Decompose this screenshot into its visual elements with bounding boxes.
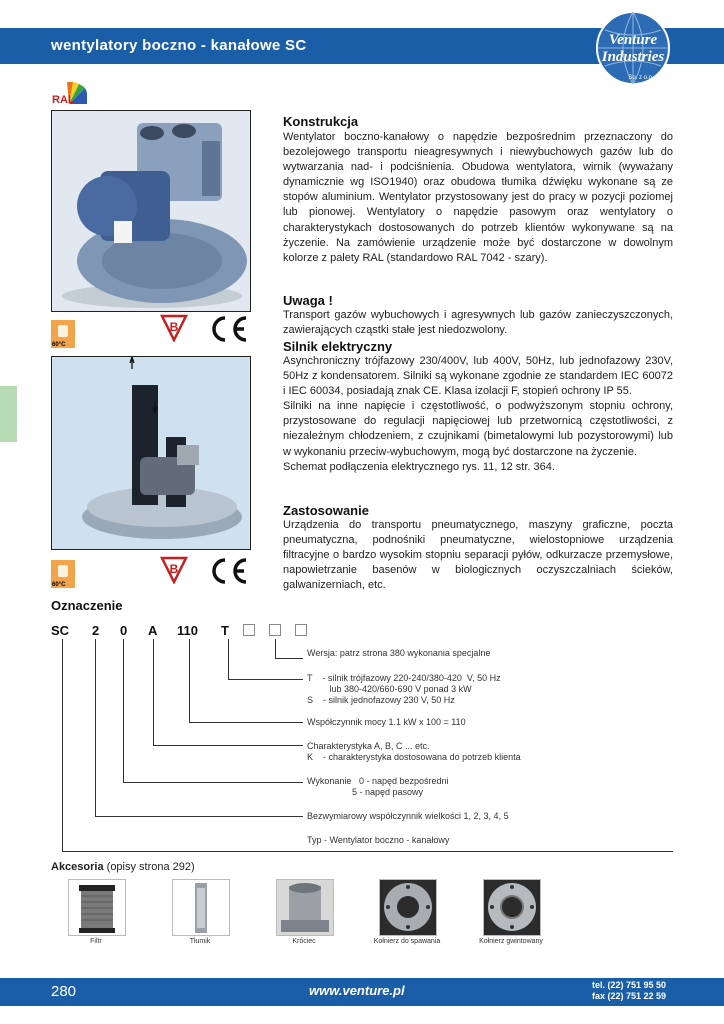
section-body-silnik — [283, 354, 673, 475]
designation-title: Oznaczenie — [51, 598, 123, 613]
code-part-motor: T — [221, 623, 229, 638]
accessory-image-filtr — [68, 879, 126, 936]
connector-line — [228, 679, 303, 680]
code-part-drive: 0 — [120, 623, 128, 638]
designation-label-power: Współczynnik mocy 1.1 kW x 100 = 110 — [307, 717, 466, 727]
accessories-note: (opisy strona 292) — [103, 861, 195, 873]
section-body-uwaga — [283, 308, 673, 338]
connector-line — [153, 639, 154, 745]
website-link[interactable]: www.venture.pl — [309, 983, 405, 998]
paragraph: Urządzenia do transportu pneumatycznego, maszyny graficzne, poczta pneumatyczna, podnośniki pneumatyczne, wielostopniowe urządzenia filtracyjne o bardzo wysokim stopniu separacji pyłów, odkurzacze przemysłowe, napowietrzanie basenów w biologicznych oczyszczalniach ścieków, galwanizerniach, etc. — [283, 519, 673, 592]
logo-text-1: Venture — [608, 32, 658, 48]
code-box — [269, 624, 281, 636]
accessory-caption: Tłumik — [189, 938, 211, 945]
code-part-size: 2 — [92, 623, 100, 638]
connector-line — [189, 639, 190, 722]
connector-line — [275, 639, 276, 658]
connector-line — [95, 816, 303, 817]
connector-line — [95, 639, 96, 816]
connector-line — [123, 639, 124, 782]
connector-line — [275, 658, 303, 659]
code-part-sc: SC — [51, 623, 70, 638]
code-part-power: 110 — [177, 623, 198, 638]
page-number: 280 — [51, 983, 77, 1000]
paragraph: Wentylator boczno-kanałowy o napędzie bezpośrednim przeznaczony do bezolejowego transportu nieagresywnych i niewybuchowych gazów lub do wytwarzania nad- i podciśnienia. Obudowa wentylatora, wirnik (wyważany dynamicznie wg ISO1940) oraz obudowa tłumika dźwięku wykonane są ze stopów aluminium. Wentylator przystosowany jest do pracy w pozycji poziomej lub pionowej. Wentylatory o napędzie pasowym oraz wentylatory o charakterystykach dostosowanych do potrzeb klientów wykonywane są na życzenie. Na zamówienie urządzenie może być dostarczone w dowolnym kolorze z palety RAL (standardowo RAL 7042 - szary). — [283, 131, 673, 264]
b-certification-icon — [160, 556, 188, 584]
phone-number: tel. (22) 751 95 50 — [592, 980, 667, 990]
svg-text:B: B — [169, 562, 179, 576]
designation-label-drive: Wykonanie 0 - napęd bezpośredni 5 - napęd pasowy — [307, 776, 449, 797]
accessory-caption: Kołnierz gwintowany — [479, 938, 543, 945]
accessory-caption: Króciec — [292, 938, 316, 945]
footer-bar — [0, 978, 724, 1006]
accessories-title: Akcesoria — [51, 861, 104, 873]
section-title-uwaga: Uwaga ! — [283, 293, 333, 308]
code-box — [243, 624, 255, 636]
b-certification-icon — [160, 314, 188, 342]
accessories-heading — [51, 861, 195, 873]
section-title-silnik: Silnik elektryczny — [283, 339, 393, 354]
code-part-characteristic: A — [148, 623, 158, 638]
page-title: wentylatory boczno - kanałowe SC — [51, 37, 307, 54]
temperature-icon — [51, 560, 75, 588]
accessory-image-krociec — [276, 879, 334, 936]
connector-line — [123, 782, 303, 783]
product-photo-horizontal — [51, 110, 251, 312]
code-box — [295, 624, 307, 636]
svg-text:B: B — [169, 320, 179, 334]
connector-line — [62, 639, 63, 851]
accessory-image-kolnierz-gwintowany — [483, 879, 541, 936]
ral-logo — [51, 82, 87, 106]
accessory-caption: Filtr — [90, 938, 102, 945]
side-tab — [0, 386, 17, 442]
paragraph: Silniki na inne napięcie i częstotliwość, o podwyższonym stopniu ochrony, przystosowane do regulacji napięciowej lub przetwornicą częstotliwości, z niezależnym chłodzeniem, z czujnikami (bimetalowymi lub pozystorowymi) lub w wykonaniu przeciw-wybuchowym, mogą być dostarczone na życzenie. — [283, 400, 673, 458]
contact-info — [592, 980, 666, 1002]
logo-sub: Sp. z o.o. — [628, 75, 654, 81]
section-body-konstrukcja — [283, 130, 673, 266]
paragraph: Schemat podłączenia elektrycznego rys. 11, 12 str. 364. — [283, 460, 555, 473]
designation-label-motor: T - silnik trójfazowy 220-240/380-420 V, 50 Hz lub 380-420/660-690 V ponad 3 kW S - silnik jednofazowy 230 V, 50 Hz — [307, 673, 501, 705]
ce-mark-icon — [208, 556, 250, 586]
temperature-icon — [51, 320, 75, 348]
accessory-caption: Kołnierz do spawania — [373, 938, 441, 945]
ce-mark-icon — [208, 314, 250, 344]
company-logo — [583, 10, 683, 86]
connector-line — [153, 745, 303, 746]
connector-line — [189, 722, 303, 723]
section-title-zastosowanie: Zastosowanie — [283, 503, 369, 518]
designation-label-characteristic: Charakterystyka A, B, C ... etc. K - charakterystyka dostosowana do potrzeb klienta — [307, 741, 521, 762]
connector-line — [62, 851, 673, 852]
designation-label-type: Typ - Wentylator boczno - kanałowy — [307, 835, 450, 845]
paragraph: Transport gazów wybuchowych i agresywnych lub gazów zanieczyszczonych, zawierających cząstki stałe jest niedozwolony. — [283, 309, 673, 337]
section-title-konstrukcja: Konstrukcja — [283, 114, 359, 129]
designation-label-version: Wersja: patrz strona 380 wykonania specjalne — [307, 648, 491, 658]
fax-number: fax (22) 751 22 59 — [592, 991, 667, 1001]
accessory-image-tlumik — [172, 879, 230, 936]
logo-text-2: Industries — [601, 49, 665, 65]
paragraph: Asynchroniczny trójfazowy 230/400V, lub 400V, 50Hz, lub jednofazowy 230V, 50Hz z kondensatorem. Silniki są wykonane zgodnie ze standardem IEC 60072 i IEC 60034, posiadają znak CE. Klasa izolacji F, stopień ochrony IP 55. — [283, 355, 673, 398]
product-photo-vertical — [51, 356, 251, 550]
temperature-label: 60°C — [52, 582, 66, 588]
connector-line — [228, 639, 229, 679]
ral-text: RAL — [52, 94, 75, 106]
temperature-label: 60°C — [52, 342, 66, 348]
designation-label-size: Bezwymiarowy współczynnik wielkości 1, 2, 3, 4, 5 — [307, 811, 509, 821]
accessory-image-kolnierz-spawanie — [379, 879, 437, 936]
section-body-zastosowanie — [283, 518, 673, 593]
